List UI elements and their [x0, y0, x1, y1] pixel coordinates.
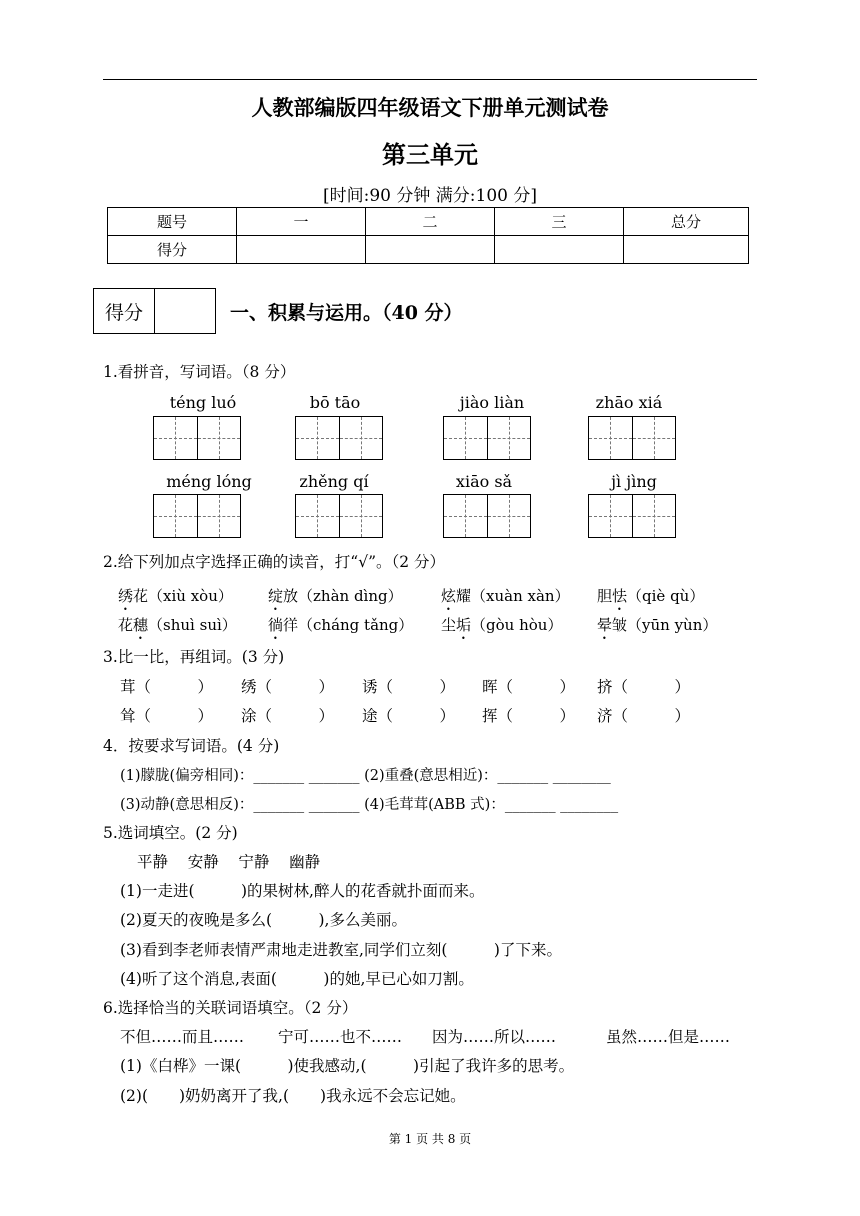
q2-item: 晕皱（yūn yùn） [597, 616, 718, 634]
section-heading: 一、积累与运用。（40 分） [230, 302, 463, 324]
pinyin-label: xiāo sǎ [455, 472, 513, 491]
q2-item: 徜徉（cháng tǎng） [268, 616, 414, 634]
q3-item: 挥（ ） [482, 707, 576, 725]
unit-title: 第三单元 [382, 140, 478, 169]
score-table-header-cell: 题号 [108, 208, 237, 236]
pinyin-label: méng lóng [166, 472, 252, 491]
writing-grid[interactable] [295, 494, 383, 538]
pinyin-label: zhěng qí [299, 472, 369, 491]
q6-option: 因为……所以…… [432, 1028, 557, 1046]
writing-grid[interactable] [443, 494, 531, 538]
q4-title: 4．按要求写词语。(4 分) [103, 737, 280, 755]
score-table-row-label: 得分 [108, 236, 237, 264]
pinyin-label: téng luó [169, 393, 237, 412]
writing-grid[interactable] [588, 494, 676, 538]
q5-sentence: (2)夏天的夜晚是多么( ),多么美丽。 [120, 911, 407, 929]
q3-item: 诱（ ） [362, 678, 456, 696]
q6-sentence: (2)( )奶奶离开了我,( )我永远不会忘记她。 [120, 1087, 466, 1105]
time-info: [时间:90 分钟 满分:100 分] [322, 186, 537, 206]
section-score-field[interactable] [155, 289, 215, 333]
score-cell[interactable] [366, 236, 495, 264]
q3-item: 挤（ ） [597, 678, 691, 696]
score-table-score-row [108, 236, 749, 264]
q5-sentence: (3)看到李老师表情严肃地走进教室,同学们立刻( )了下来。 [120, 941, 562, 959]
section-score-label: 得分 [94, 289, 155, 333]
score-table-header-row [108, 208, 749, 236]
writing-grid[interactable] [153, 494, 241, 538]
q2-item: 花穗（shuì suì） [118, 616, 237, 634]
writing-grid[interactable] [153, 416, 241, 460]
q2-item: 绽放（zhàn dìng） [268, 587, 403, 605]
q6-sentence: (1)《白桦》一课( )使我感动,( )引起了我许多的思考。 [120, 1057, 575, 1075]
q3-item: 绣（ ） [241, 678, 335, 696]
q5-sentence: (1)一走进( )的果树林,醉人的花香就扑面而来。 [120, 882, 485, 900]
q2-item: 炫耀（xuàn xàn） [441, 587, 570, 605]
writing-grid[interactable] [588, 416, 676, 460]
q6-option: 不但……而且…… [120, 1028, 245, 1046]
writing-grid[interactable] [295, 416, 383, 460]
q3-item: 茸（ ） [120, 678, 214, 696]
q5-title: 5.选词填空。(2 分) [103, 824, 238, 842]
q2-item: 尘垢（gòu hòu） [441, 616, 563, 634]
q5-options: 平静 安静 宁静 幽静 [137, 853, 321, 871]
q4-line: (3)动静(意思相反)：_______ _______ (4)毛茸茸(ABB 式)：_______ ________ [120, 797, 619, 813]
q5-sentence: (4)听了这个消息,表面( )的她,早已心如刀割。 [120, 970, 474, 988]
q3-title: 3.比一比，再组词。(3 分) [103, 648, 285, 666]
pinyin-label: bō tāo [309, 393, 361, 412]
q6-option: 虽然……但是…… [606, 1028, 731, 1046]
score-table-header-cell: 总分 [624, 208, 749, 236]
score-table-header-cell: 二 [366, 208, 495, 236]
score-cell[interactable] [237, 236, 366, 264]
q2-title: 2.给下列加点字选择正确的读音，打“√”。（2 分） [103, 553, 446, 571]
score-cell[interactable] [495, 236, 624, 264]
q3-item: 涂（ ） [241, 707, 335, 725]
section-score-box [93, 288, 216, 334]
pinyin-label: jiào liàn [459, 393, 525, 412]
q3-item: 途（ ） [362, 707, 456, 725]
q2-item: 胆怯（qiè qù） [597, 587, 705, 605]
q1-title: 1.看拼音，写词语。（8 分） [103, 363, 296, 381]
q2-item: 绣花（xiù xòu） [118, 587, 233, 605]
q3-item: 耸（ ） [120, 707, 214, 725]
q4-line: (1)朦胧(偏旁相同)：_______ _______ (2)重叠(意思相近)：_______ ________ [120, 768, 611, 784]
writing-grid[interactable] [443, 416, 531, 460]
pinyin-label: zhāo xiá [595, 393, 663, 412]
q6-title: 6.选择恰当的关联词语填空。（2 分） [103, 999, 358, 1017]
pinyin-label: jì jìng [611, 472, 657, 491]
top-rule [103, 79, 757, 80]
q3-item: 晖（ ） [482, 678, 576, 696]
score-table-header-cell: 一 [237, 208, 366, 236]
score-table-header-cell: 三 [495, 208, 624, 236]
score-table [107, 207, 749, 264]
q6-option: 宁可……也不…… [278, 1028, 403, 1046]
exam-title: 人教部编版四年级语文下册单元测试卷 [251, 95, 609, 120]
q3-item: 济（ ） [597, 707, 691, 725]
page-footer: 第 1 页 共 8 页 [388, 1132, 472, 1146]
score-cell[interactable] [624, 236, 749, 264]
